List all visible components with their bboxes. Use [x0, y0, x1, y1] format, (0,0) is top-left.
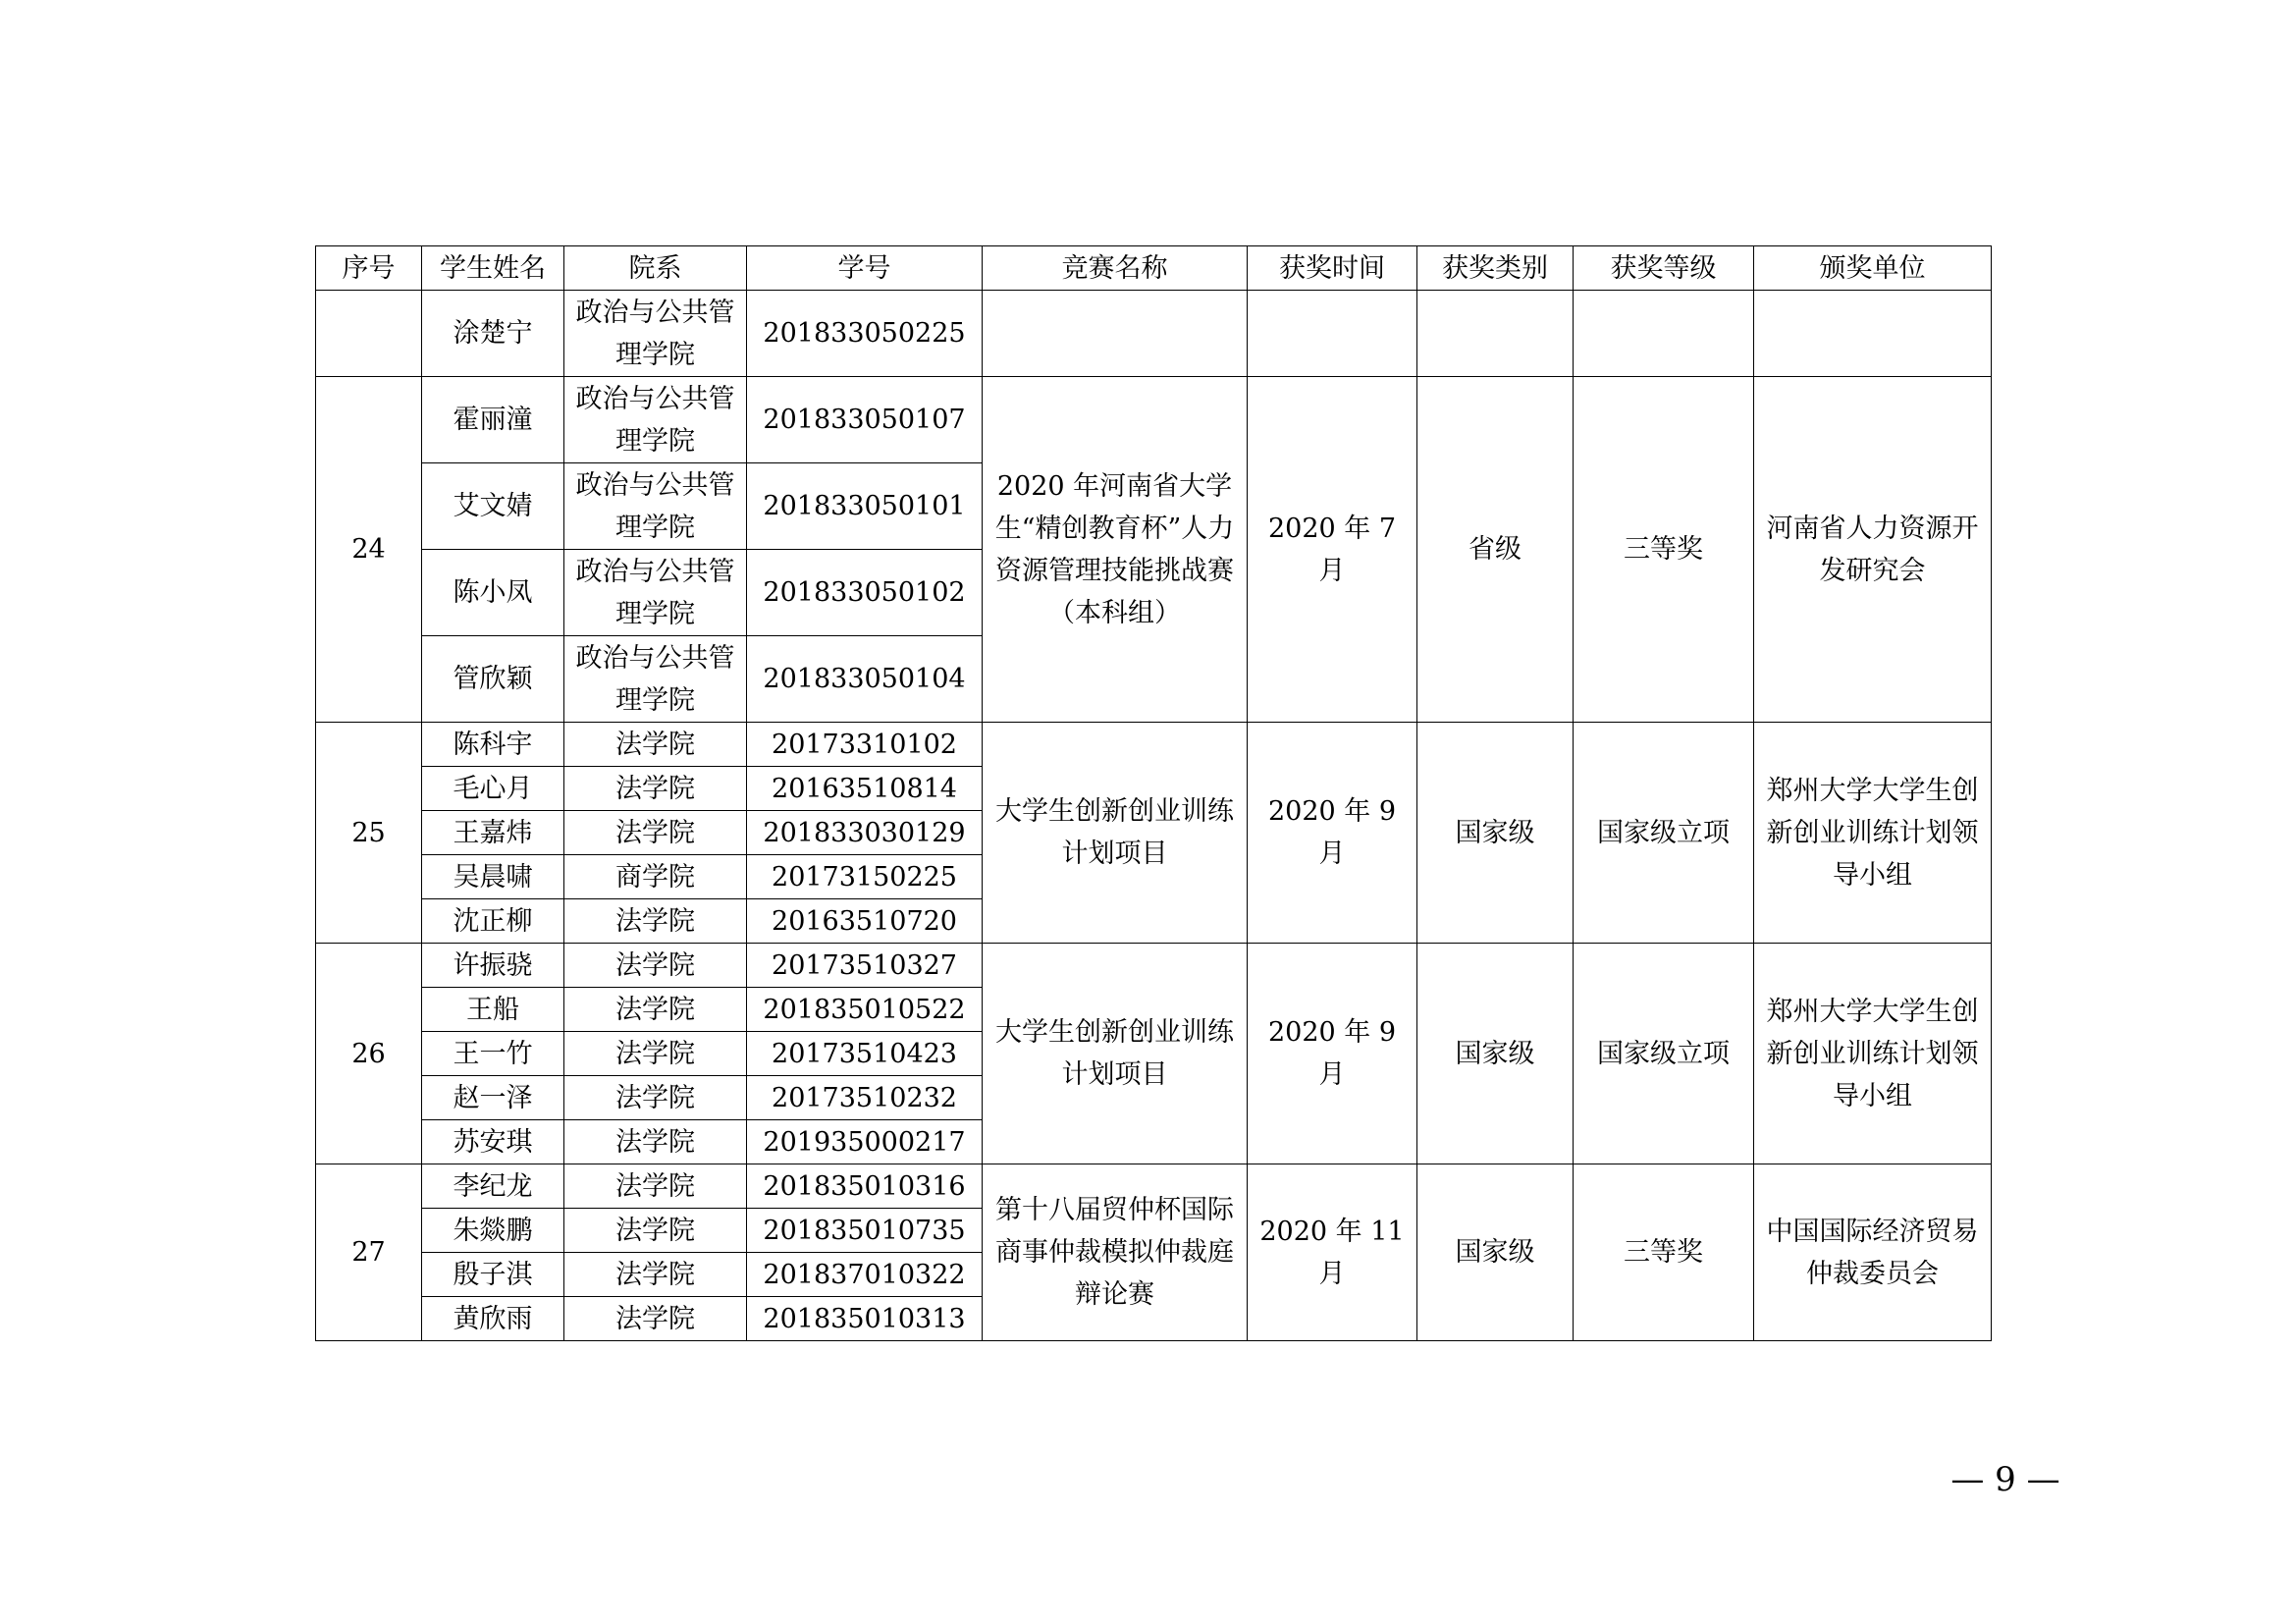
cell-time: 2020 年 11 月 [1248, 1164, 1417, 1341]
table-row-continuation [316, 291, 1992, 377]
cell-student-name: 王嘉炜 [422, 811, 564, 855]
cell-level: 三等奖 [1574, 1164, 1754, 1341]
cell-student-name: 沈正柳 [422, 899, 564, 944]
cell-student-id: 201833030129 [747, 811, 983, 855]
cell-dept: 法学院 [564, 1253, 747, 1297]
cell-student-name: 毛心月 [422, 767, 564, 811]
cell-student-name: 涂楚宁 [422, 291, 564, 377]
cell-no-empty [316, 291, 422, 377]
cell-dept: 法学院 [564, 944, 747, 988]
cell-student-name: 霍丽潼 [422, 377, 564, 463]
cell-student-name: 陈小凤 [422, 550, 564, 636]
cell-competition: 大学生创新创业训练计划项目 [983, 944, 1248, 1164]
cell-student-id: 201935000217 [747, 1120, 983, 1164]
table-header [316, 246, 1992, 291]
cell-student-name: 黄欣雨 [422, 1297, 564, 1341]
cell-student-id: 201835010316 [747, 1164, 983, 1209]
cell-competition: 第十八届贸仲杯国际商事仲裁模拟仲裁庭辩论赛 [983, 1164, 1248, 1341]
cell-issuer: 中国国际经济贸易仲裁委员会 [1754, 1164, 1992, 1341]
cell-student-name: 吴晨啸 [422, 855, 564, 899]
cell-student-id: 20163510814 [747, 767, 983, 811]
header-cell-category: 获奖类别 [1417, 246, 1574, 291]
header-cell-level: 获奖等级 [1574, 246, 1754, 291]
cell-dept: 政治与公共管理学院 [564, 377, 747, 463]
cell-time: 2020 年 7 月 [1248, 377, 1417, 723]
cell-dept: 商学院 [564, 855, 747, 899]
header-cell-issuer: 颁奖单位 [1754, 246, 1992, 291]
cell-issuer: 郑州大学大学生创新创业训练计划领导小组 [1754, 944, 1992, 1164]
cell-no: 27 [316, 1164, 422, 1341]
cell-dept: 法学院 [564, 1297, 747, 1341]
award-table [315, 245, 1992, 1341]
header-cell-dept: 院系 [564, 246, 747, 291]
cell-student-id: 20173150225 [747, 855, 983, 899]
cell-student-id: 201835010313 [747, 1297, 983, 1341]
cell-level: 国家级立项 [1574, 944, 1754, 1164]
cell-student-id: 20163510720 [747, 899, 983, 944]
cell-dept: 法学院 [564, 1120, 747, 1164]
cell-student-id: 201833050101 [747, 463, 983, 550]
cell-student-id: 201833050104 [747, 636, 983, 723]
cell-student-id: 201837010322 [747, 1253, 983, 1297]
cell-issuer: 郑州大学大学生创新创业训练计划领导小组 [1754, 723, 1992, 944]
cell-student-name: 苏安琪 [422, 1120, 564, 1164]
header-cell-no: 序号 [316, 246, 422, 291]
cell-student-name: 殷子淇 [422, 1253, 564, 1297]
cell-student-name: 赵一泽 [422, 1076, 564, 1120]
cell-competition-empty [983, 291, 1248, 377]
cell-student-name: 管欣颖 [422, 636, 564, 723]
cell-student-id: 20173510423 [747, 1032, 983, 1076]
cell-category: 国家级 [1417, 1164, 1574, 1341]
header-cell-name: 学生姓名 [422, 246, 564, 291]
header-cell-competition: 竞赛名称 [983, 246, 1248, 291]
cell-no: 26 [316, 944, 422, 1164]
cell-student-id: 201833050225 [747, 291, 983, 377]
table-row [316, 377, 1992, 463]
cell-dept: 法学院 [564, 899, 747, 944]
cell-student-id: 201833050102 [747, 550, 983, 636]
cell-dept: 法学院 [564, 1209, 747, 1253]
cell-dept: 政治与公共管理学院 [564, 636, 747, 723]
cell-student-id: 20173510232 [747, 1076, 983, 1120]
cell-no: 24 [316, 377, 422, 723]
cell-time: 2020 年 9 月 [1248, 723, 1417, 944]
table-body [316, 291, 1992, 1341]
cell-student-name: 李纪龙 [422, 1164, 564, 1209]
cell-student-name: 许振骁 [422, 944, 564, 988]
cell-level-empty [1574, 291, 1754, 377]
cell-category-empty [1417, 291, 1574, 377]
page-number: — 9 — [1950, 1460, 2060, 1499]
table-row [316, 723, 1992, 767]
cell-no: 25 [316, 723, 422, 944]
cell-level: 三等奖 [1574, 377, 1754, 723]
cell-dept: 法学院 [564, 1164, 747, 1209]
table-row [316, 944, 1992, 988]
cell-competition: 大学生创新创业训练计划项目 [983, 723, 1248, 944]
cell-issuer-empty [1754, 291, 1992, 377]
cell-time-empty [1248, 291, 1417, 377]
cell-dept: 法学院 [564, 1076, 747, 1120]
cell-dept: 法学院 [564, 767, 747, 811]
cell-student-id: 201835010735 [747, 1209, 983, 1253]
cell-student-name: 王一竹 [422, 1032, 564, 1076]
header-cell-time: 获奖时间 [1248, 246, 1417, 291]
cell-time: 2020 年 9 月 [1248, 944, 1417, 1164]
cell-issuer: 河南省人力资源开发研究会 [1754, 377, 1992, 723]
cell-level: 国家级立项 [1574, 723, 1754, 944]
cell-student-id: 201835010522 [747, 988, 983, 1032]
cell-dept: 政治与公共管理学院 [564, 550, 747, 636]
cell-student-name: 艾文婧 [422, 463, 564, 550]
cell-dept: 法学院 [564, 723, 747, 767]
cell-student-name: 王船 [422, 988, 564, 1032]
cell-dept: 法学院 [564, 1032, 747, 1076]
table-row [316, 1164, 1992, 1209]
cell-student-name: 陈科宇 [422, 723, 564, 767]
cell-student-id: 20173510327 [747, 944, 983, 988]
cell-dept: 政治与公共管理学院 [564, 291, 747, 377]
cell-dept: 法学院 [564, 988, 747, 1032]
cell-category: 国家级 [1417, 944, 1574, 1164]
cell-student-id: 201833050107 [747, 377, 983, 463]
cell-category: 国家级 [1417, 723, 1574, 944]
cell-competition: 2020 年河南省大学生“精创教育杯”人力资源管理技能挑战赛（本科组） [983, 377, 1248, 723]
cell-category: 省级 [1417, 377, 1574, 723]
cell-dept: 法学院 [564, 811, 747, 855]
cell-dept: 政治与公共管理学院 [564, 463, 747, 550]
cell-student-id: 20173310102 [747, 723, 983, 767]
cell-student-name: 朱燚鹏 [422, 1209, 564, 1253]
header-cell-id: 学号 [747, 246, 983, 291]
